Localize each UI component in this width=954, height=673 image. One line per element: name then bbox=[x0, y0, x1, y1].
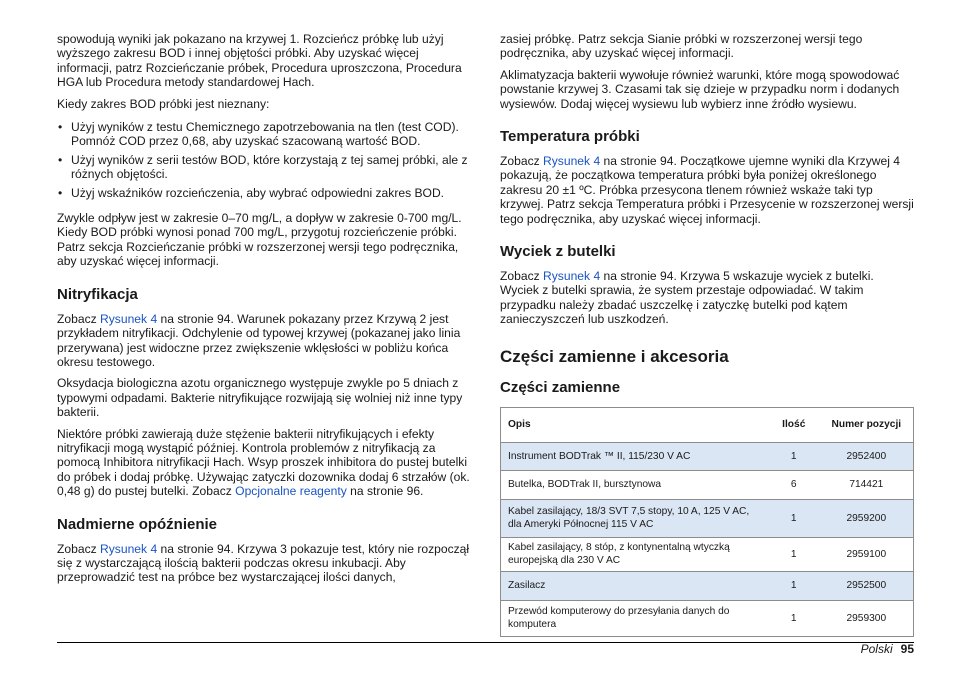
column-header-opis: Opis bbox=[501, 407, 768, 442]
cell-ilosc: 1 bbox=[768, 499, 820, 537]
temperatura-heading: Temperatura próbki bbox=[500, 128, 640, 146]
cell-numer: 2959300 bbox=[820, 600, 914, 636]
continuation-paragraph: zasiej próbkę. Patrz sekcja Sianie próbki w rozszerzonej wersji tego podręcznika, aby uzyskać więcej informacji. bbox=[500, 32, 863, 61]
cell-opis: Zasilacz bbox=[501, 571, 768, 600]
right-column bbox=[500, 32, 914, 637]
range-paragraph: Zwykle odpływ jest w zakresie 0–70 mg/L, a dopływ w zakresie 0-700 mg/L. Kiedy BOD próbki wynosi ponad 700 mg/L, przygotuj rozcieńczenie próbki. Patrz sekcja Rozcieńczanie próbki w rozszerzonej wersji tego podręcznika, aby uzyskać więcej informacji. bbox=[57, 211, 462, 269]
cell-ilosc: 6 bbox=[768, 470, 820, 499]
cell-opis: Instrument BODTrak ™ II, 115/230 V AC bbox=[501, 442, 768, 470]
wyciek-heading: Wyciek z butelki bbox=[500, 243, 616, 261]
table-row bbox=[501, 571, 914, 600]
cell-numer: 2959200 bbox=[820, 499, 914, 537]
bullet-list bbox=[57, 120, 471, 200]
table-row bbox=[501, 499, 914, 537]
column-header-ilosc: Ilość bbox=[768, 407, 820, 442]
nitryfikacja-paragraph-3: Niektóre próbki zawierają duże stężenie bakterii nitryfikujących i efekty nitryfikacji mogą wystąpić później. Kontrola problemów z nitryfikacją za pomocą Inhibitora nitryfikacji Hach. Wsyp proszek inhibitora do pustej butelki do próbek i dodaj próbkę. Używając zatyczki dozownika dodaj 6 strzałów (ok. 0,48 g) do pustej butelki. Zobacz Opcjonalne reagenty na stronie 96. bbox=[57, 426, 470, 499]
nadmierne-opoznienie-paragraph: Zobacz Rysunek 4 na stronie 94. Krzywa 3 pokazuje test, który nie rozpoczął się z wystarczającą ilością bakterii podczas okresu inkubacji. Aby przeprowadzić test na próbce bez wystarczającej ilości danych, bbox=[57, 541, 470, 585]
list-item: • Użyj wskaźników rozcieńczenia, aby wybrać odpowiedni zakres BOD. bbox=[58, 185, 445, 200]
czesci-zamienne-akcesoria-heading: Części zamienne i akcesoria bbox=[500, 346, 729, 366]
cell-opis: Przewód komputerowy do przesyłania danych do komputera bbox=[501, 600, 768, 636]
cell-opis: Kabel zasilający, 18/3 SVT 7,5 stopy, 10 A, 125 V AC, dla Ameryki Północnej 115 V AC bbox=[501, 499, 768, 537]
bullet-icon: • bbox=[58, 152, 63, 167]
nitryfikacja-paragraph-1: Zobacz Rysunek 4 na stronie 94. Warunek pokazany przez Krzywą 2 jest przykładem nitryfikacji. Odchylenie od typowej krzywej (pokazanej jako linia przerywana) jest widoczne przez zwiększenie wklęsłości w pobliżu końca okresu testowego. bbox=[57, 311, 461, 369]
list-item: • Użyj wyników z serii testów BOD, które korzystają z tej samej próbki, ale z różnych objętości. bbox=[58, 152, 468, 182]
column-header-numer: Numer pozycji bbox=[820, 407, 914, 442]
left-column bbox=[57, 32, 471, 592]
bullet-icon: • bbox=[58, 185, 63, 200]
czesci-zamienne-heading: Części zamienne bbox=[500, 378, 621, 396]
table-row bbox=[501, 537, 914, 571]
nitryfikacja-heading: Nitryfikacja bbox=[57, 285, 138, 303]
unknown-range-paragraph: Kiedy zakres BOD próbki jest nieznany: bbox=[57, 96, 270, 111]
cell-ilosc: 1 bbox=[768, 571, 820, 600]
cell-numer: 2952500 bbox=[820, 571, 914, 600]
table-row bbox=[501, 600, 914, 636]
nitryfikacja-paragraph-2: Oksydacja biologiczna azotu organicznego występuje zwykle po 5 dniach z typowymi odpadami. Bakterie nitryfikujące rozwijają się wolniej niż inne typy bakterii. bbox=[57, 376, 463, 420]
rysunek-4-link[interactable]: Rysunek 4 bbox=[543, 269, 601, 284]
intro-paragraph: spowodują wyniki jak pokazano na krzywej 1. Rozcieńcz próbkę lub użyj wyższego zakresu BOD i innej objętości próbki. Aby uzyskać więcej informacji, patrz Rozcieńczanie próbek, Procedura uproszczona, Procedura HGA lub Procedura metody standardowej Hach. bbox=[57, 32, 462, 90]
footer-language: Polski bbox=[860, 642, 893, 656]
cell-ilosc: 1 bbox=[768, 442, 820, 470]
opcjonalne-reagenty-link[interactable]: Opcjonalne reagenty bbox=[235, 484, 347, 499]
temperatura-paragraph: Zobacz Rysunek 4 na stronie 94. Początkowe ujemne wyniki dla Krzywej 4 pokazują, że początkowa temperatura próbki była poniżej określonego zakresu 20 ±1 ºC. Próbka przesycona tlenem również wskaże taki typ krzywej. Patrz sekcja Temperatura próbki i Przesycenie w rozszerzonej wersji tego podręcznika, aby uzyskać więcej informacji. bbox=[500, 154, 914, 226]
table-row bbox=[501, 442, 914, 470]
list-item: • Użyj wyników z testu Chemicznego zapotrzebowania na tlen (test COD). Pomnóż COD przez 0,68, aby uzyskać szacowaną wartość BOD. bbox=[58, 120, 459, 149]
rysunek-4-link[interactable]: Rysunek 4 bbox=[543, 154, 601, 169]
rysunek-4-link[interactable]: Rysunek 4 bbox=[100, 311, 158, 326]
rysunek-4-link[interactable]: Rysunek 4 bbox=[100, 541, 158, 556]
cell-opis: Butelka, BODTrak II, bursztynowa bbox=[501, 470, 768, 499]
table-row bbox=[501, 470, 914, 499]
cell-numer: 2959100 bbox=[820, 537, 914, 571]
parts-table bbox=[500, 407, 914, 637]
wyciek-paragraph: Zobacz Rysunek 4 na stronie 94. Krzywa 5 wskazuje wyciek z butelki. Wyciek z butelki sprawia, że system przestaje odpowiadać. W takim przypadku należy zbadać uszczelkę i zatyczkę butelki pod kątem zanieczyszczeń lub uszkodzeń. bbox=[500, 269, 874, 327]
cell-ilosc: 1 bbox=[768, 600, 820, 636]
nadmierne-opoznienie-heading: Nadmierne opóźnienie bbox=[57, 515, 218, 533]
footer-divider bbox=[57, 642, 914, 643]
cell-opis: Kabel zasilający, 8 stóp, z kontynentalną wtyczką europejską dla 230 V AC bbox=[501, 537, 768, 571]
bullet-icon: • bbox=[58, 120, 63, 135]
cell-numer: 2952400 bbox=[820, 442, 914, 470]
page-footer bbox=[861, 642, 914, 656]
cell-numer: 714421 bbox=[820, 470, 914, 499]
cell-ilosc: 1 bbox=[768, 537, 820, 571]
acclimatization-paragraph: Aklimatyzacja bakterii wywołuje również warunki, które mogą spowodować powstanie krzywej 3. Czasami tak się dzieje w przypadku norm i dodanych wysiewów. Dodaj więcej wysiewu lub wybierz inne źródło wysiewu. bbox=[500, 67, 900, 111]
page-number: 95 bbox=[900, 642, 914, 656]
